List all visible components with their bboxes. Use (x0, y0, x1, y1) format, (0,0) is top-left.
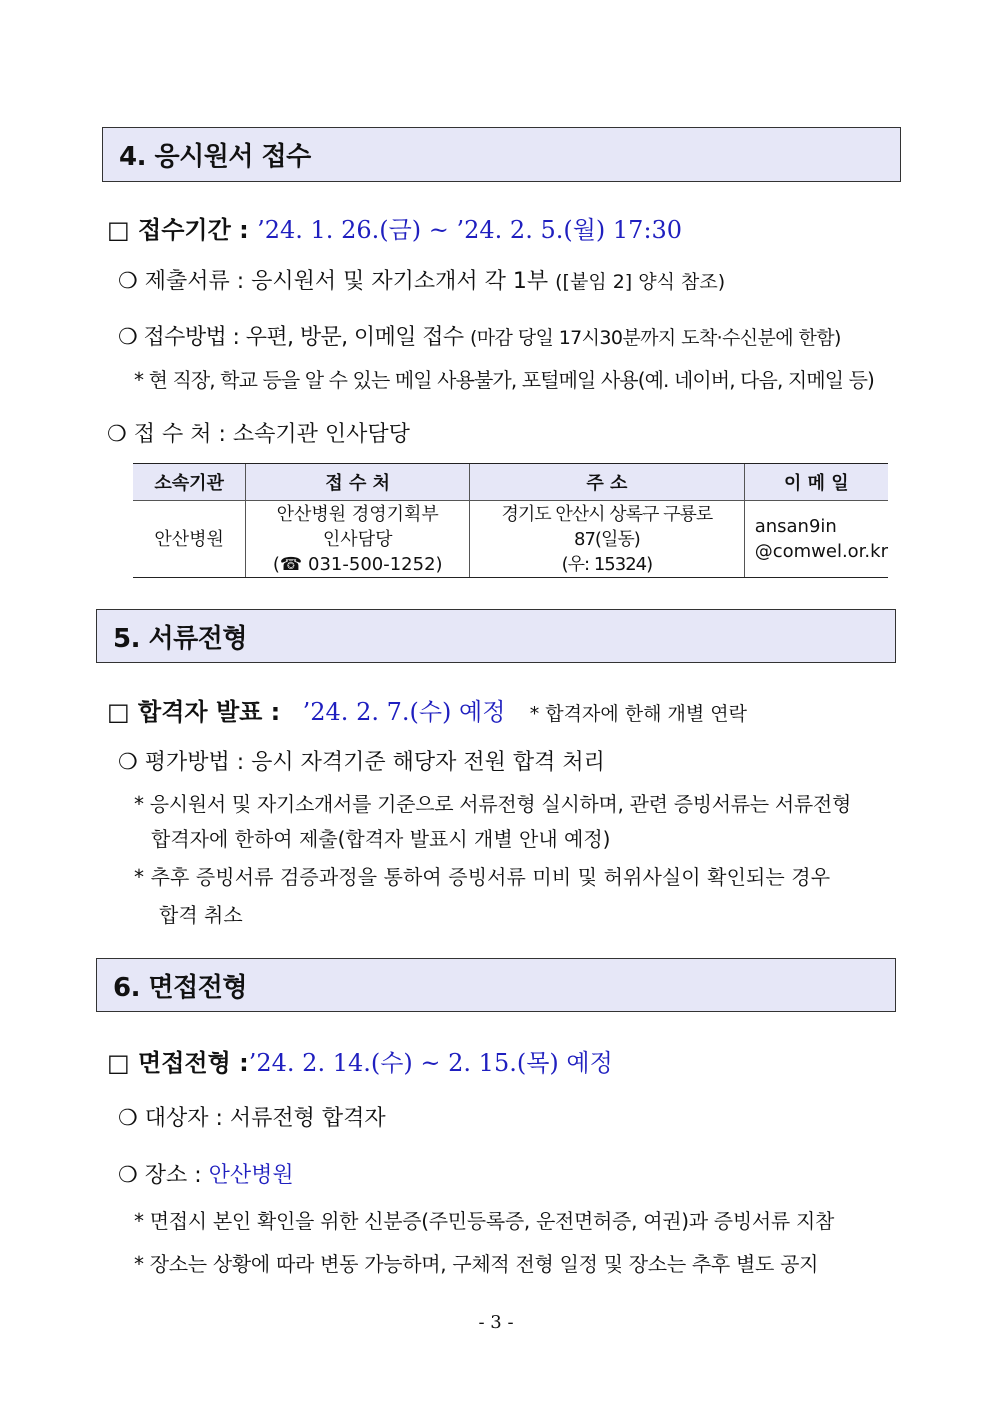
docs-note: ([붙임 2] 양식 참조) (555, 271, 726, 293)
email-line-2[interactable]: @comwel.or.kr (754, 541, 888, 562)
docs-line (118, 264, 725, 295)
asterisk-icon: * (134, 792, 144, 816)
asterisk-icon: * (134, 1209, 144, 1233)
circle-bullet-icon: ❍ (118, 1163, 138, 1188)
announce-line (107, 692, 747, 727)
square-bullet-icon: □ (107, 216, 130, 244)
docs-main: 제출서류 : 응시원서 및 자기소개서 각 1부 (144, 269, 549, 294)
s6-note1-line (134, 1205, 834, 1234)
interview-label: 면접전형 : (138, 1049, 249, 1077)
cell-address (470, 501, 745, 578)
method-note: (마감 당일 17시30분까지 도착·수신분에 한함) (469, 327, 841, 349)
cell-dept (246, 501, 470, 578)
venue-line (118, 1158, 294, 1189)
s5-note1-line1 (134, 788, 851, 817)
place-text: 접 수 처 : 소속기관 인사담당 (133, 422, 410, 447)
cell-org: 안산병원 (133, 501, 246, 578)
section-4-header (102, 127, 901, 182)
eval-text: 평가방법 : 응시 자격기준 해당자 전원 합격 처리 (144, 750, 605, 775)
s6-note2-line (134, 1248, 818, 1277)
header-address: 주 소 (470, 464, 745, 501)
table-header-row (133, 464, 888, 501)
circle-bullet-icon: ❍ (118, 750, 138, 775)
announce-value: ’24. 2. 7.(수) 예정 (302, 698, 506, 726)
dept-phone: (☎ 031-500-1252) (272, 553, 443, 575)
interview-value: ’24. 2. 14.(수) ~ 2. 15.(목) 예정 (248, 1049, 613, 1077)
method-sub-line (134, 364, 874, 393)
dept-line-2: 인사담당 (322, 528, 393, 550)
addr-line-1: 경기도 안산시 상록구 구룡로 (501, 503, 713, 525)
announce-note: * 합격자에 한해 개별 연락 (529, 703, 747, 725)
header-dept: 접 수 처 (246, 464, 470, 501)
section-6-title: 6. 면접전형 (113, 972, 247, 1003)
header-email: 이 메 일 (744, 464, 888, 501)
circle-bullet-icon: ❍ (118, 1106, 138, 1131)
s5-note1-line2: 합격자에 한하여 제출(합격자 발표시 개별 안내 예정) (151, 827, 611, 851)
eval-line (118, 745, 605, 776)
target-text: 대상자 : 서류전형 합격자 (144, 1106, 386, 1131)
circle-bullet-icon: ❍ (107, 422, 127, 447)
s6-note1-text: 면접시 본인 확인을 위한 신분증(주민등록증, 운전면허증, 여권)과 증빙서류 지참 (149, 1209, 834, 1233)
method-line (118, 320, 841, 351)
asterisk-icon: * (134, 1252, 144, 1276)
target-line (118, 1101, 386, 1132)
venue-label: 장소 : (144, 1163, 202, 1188)
dept-line-1: 안산병원 경영기획부 (276, 503, 439, 525)
square-bullet-icon: □ (107, 1049, 130, 1077)
square-bullet-icon: □ (107, 698, 130, 726)
header-org: 소속기관 (133, 464, 246, 501)
circle-bullet-icon: ❍ (118, 325, 138, 350)
cell-email (744, 501, 888, 578)
period-value: ’24. 1. 26.(금) ~ ’24. 2. 5.(월) 17:30 (257, 216, 683, 244)
s5-note2-text1: 추후 증빙서류 검증과정을 통하여 증빙서류 미비 및 허위사실이 확인되는 경우 (150, 865, 831, 889)
addr-line-2: 87(일동) (574, 528, 640, 550)
method-sub: 현 직장, 학교 등을 알 수 있는 메일 사용불가, 포털메일 사용(예. 네이버, 다음, 지메일 등) (148, 368, 874, 392)
interview-line (107, 1043, 613, 1078)
table-row (133, 501, 888, 578)
s5-note1-text1: 응시원서 및 자기소개서를 기준으로 서류전형 실시하며, 관련 증빙서류는 서류전형 (149, 792, 851, 816)
circle-bullet-icon: ❍ (118, 269, 138, 294)
section-6-header (96, 958, 896, 1012)
page-number: - 3 - (478, 1312, 514, 1333)
period-line (107, 210, 682, 245)
s5-note2-line2: 합격 취소 (159, 903, 243, 927)
section-5-header (96, 609, 896, 663)
asterisk-icon: * (134, 368, 144, 392)
period-label: 접수기간 : (138, 216, 249, 244)
announce-label: 합격자 발표 : (138, 698, 281, 726)
reception-table (133, 463, 888, 578)
addr-zip: (우: 15324) (561, 553, 653, 575)
email-line-1[interactable]: ansan9in (754, 516, 837, 537)
s5-note2-line1 (134, 861, 830, 890)
asterisk-icon: * (134, 865, 145, 889)
section-5-title: 5. 서류전형 (113, 623, 247, 654)
venue-value: 안산병원 (208, 1163, 294, 1188)
place-line (107, 417, 410, 448)
section-4-title: 4. 응시원서 접수 (119, 142, 311, 172)
method-main: 접수방법 : 우편, 방문, 이메일 접수 (143, 325, 464, 350)
s6-note2-text: 장소는 상황에 따라 변동 가능하며, 구체적 전형 일정 및 장소는 추후 별도 공지 (149, 1252, 819, 1276)
